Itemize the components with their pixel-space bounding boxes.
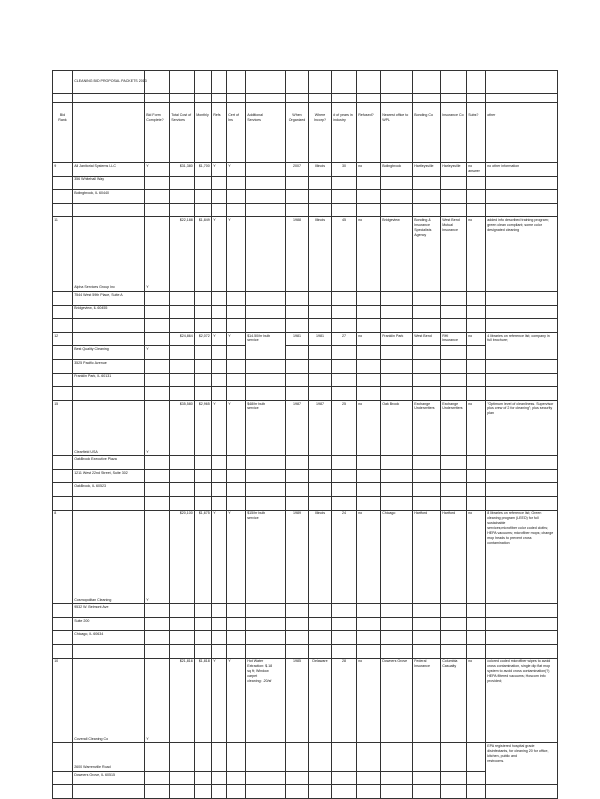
sheet-title: CLEANING BID PROPOSAL PACKETS 2013 — [73, 71, 145, 94]
bid-address-line: 7544 West 59th Place, Suite A — [73, 291, 145, 305]
bid-when-organized: 1981 — [286, 332, 309, 346]
bid-other-continued: EPA registered hospital grade disinfectants, for cleaning 20 for office, kitchen, public and restrooms. — [486, 743, 558, 785]
bid-company-name: Cosmopolitan Cleaning — [73, 510, 145, 604]
bid-additional: $15/hr bulb service — [246, 510, 286, 604]
bid-proposal-table — [52, 70, 558, 799]
bid-address-line: Downers Grove, IL 60515 — [73, 771, 145, 785]
bid-address-line: 3525 Pacific Avenue — [73, 359, 145, 373]
bid-cert-ins: Y — [227, 658, 246, 743]
bid-total-cost: $22,188 — [170, 217, 195, 292]
bid-refused: no — [357, 658, 381, 743]
bid-monthly: $2,072 — [195, 332, 212, 346]
bid-form-complete: Y — [145, 346, 170, 360]
bid-bonding: Exchange Underwriters — [413, 400, 441, 456]
header-cert-ins: Cert of Ins — [227, 103, 246, 163]
header-insurance: Insurance Co — [441, 103, 467, 163]
bid-where-incorp: Illinois — [309, 162, 332, 176]
bid-bonding: Hartford — [413, 510, 441, 604]
bid-when-organized: 2007 — [286, 162, 309, 176]
bid-nearest: Downers Grove — [381, 658, 413, 743]
bid-address-line: Bridgeview, IL 60455 — [73, 305, 145, 319]
bid-insurance: RHI Insurance — [441, 332, 467, 346]
bid-years: 25 — [332, 400, 357, 456]
bid-where-incorp: 1987 — [309, 400, 332, 456]
bid-total-cost: $35,580 — [170, 400, 195, 456]
bid-insurance: Columbia Casualty — [441, 658, 467, 743]
bid-years: 24 — [332, 510, 357, 604]
bid-additional: $14.50/hr bulb service — [246, 332, 286, 359]
bid-subs: no — [467, 510, 486, 604]
bid-bonding: Bonding & Insurance Specialists Agency — [413, 217, 441, 292]
bid-refs: Y — [212, 400, 227, 456]
bid-insurance: West Bend Mutual Insurance — [441, 217, 467, 292]
bid-row — [53, 217, 558, 292]
bid-refused: no — [357, 162, 381, 176]
bid-other: no other information — [486, 162, 558, 176]
header-refused: Refused? — [357, 103, 381, 163]
bid-additional: Hot Water Extraction: $.18 sq ft; Window carpet cleaning: .20/sf — [246, 658, 286, 743]
bid-nearest: Bolingbrook — [381, 162, 413, 176]
bid-bonding: Federal Insurance — [413, 658, 441, 743]
bid-form-complete: Y — [145, 658, 170, 743]
bid-where-incorp: Illinois — [309, 217, 332, 292]
bid-rank: 15 — [53, 400, 73, 456]
bid-address-line: Suite 200 — [73, 617, 145, 631]
bid-cert-ins: Y — [227, 162, 246, 176]
bid-rank: 10 — [53, 658, 73, 743]
bid-refused: no — [357, 400, 381, 456]
bid-row — [53, 400, 558, 456]
bid-refs: Y — [212, 658, 227, 743]
bid-monthly: $1,700 — [195, 162, 212, 176]
bid-form-complete: Y — [145, 217, 170, 292]
bid-other: "Optimum level of cleanliness. Supervisor plus crew of 2 for cleaning"; plus security plan — [486, 400, 558, 456]
bid-monthly: $1,675 — [195, 510, 212, 604]
bid-refused: no — [357, 510, 381, 604]
bid-cert-ins: Y — [227, 332, 246, 346]
bid-form-complete: Y — [145, 162, 170, 176]
header-subs: Subs? — [467, 103, 486, 163]
header-other: other — [486, 103, 558, 163]
bid-company-name: Clearfield USA — [73, 400, 145, 456]
bid-additional — [246, 217, 286, 292]
bid-additional: $48/hr bulb service — [246, 400, 286, 456]
bid-form-complete: Y — [145, 510, 170, 604]
bid-address-line: Franklin Park, IL 60131 — [73, 373, 145, 387]
bid-subs: no — [467, 332, 486, 346]
bid-when-organized: 1985 — [286, 658, 309, 743]
header-when-organized: When Organized — [286, 103, 309, 163]
header-bid-form: Bid Form Complete? — [145, 103, 170, 163]
bid-company-name: Best Quality Cleaning — [73, 346, 145, 360]
bid-address-line: Chicago, IL 60634 — [73, 631, 145, 645]
bid-refs: Y — [212, 332, 227, 346]
bid-refs: Y — [212, 510, 227, 604]
bid-other: 4 libraries on reference list; company in full brochure; — [486, 332, 558, 359]
bid-monthly: $2,965 — [195, 400, 212, 456]
bid-refused: no — [357, 332, 381, 346]
bid-address-line: 1211 West 22nd Street, Suite 302 — [73, 469, 145, 483]
bid-bonding: West Bend — [413, 332, 441, 346]
bid-additional — [246, 162, 286, 176]
header-years: # of years in industry — [332, 103, 357, 163]
bid-total-cost: $31,380 — [170, 162, 195, 176]
bid-where-incorp: Illinois — [309, 510, 332, 604]
bid-nearest: Oak Brook — [381, 400, 413, 456]
bid-row — [53, 332, 558, 346]
bid-address-line: OakBrook Executive Plaza — [73, 456, 145, 470]
bid-nearest: Chicago — [381, 510, 413, 604]
bid-row — [53, 510, 558, 604]
bid-cert-ins: Y — [227, 510, 246, 604]
bid-insurance: Harleysville — [441, 162, 467, 176]
bid-subs: no answer — [467, 162, 486, 176]
bid-company-name: Coverall Cleaning Co — [73, 658, 145, 743]
bid-cert-ins: Y — [227, 217, 246, 292]
header-company — [73, 103, 145, 163]
bid-address-line: Bolingbrook, IL 60440 — [73, 190, 145, 204]
bid-address-line: 356 Whitehall Way — [73, 176, 145, 190]
bid-refused: no — [357, 217, 381, 292]
header-additional: Additional Services — [246, 103, 286, 163]
bid-monthly: $1,849 — [195, 217, 212, 292]
header-total-cost: Total Cost of Services — [170, 103, 195, 163]
bid-other: 8 libraries on reference list; Green cleaning program (LEED) for full sustainable services;microfiber color coded cloths; HEPA vacuums; microfiber mops; change mop heads to prevent cross contamination — [486, 510, 558, 604]
bid-form-complete: Y — [145, 400, 170, 456]
bid-when-organized: 1988 — [286, 217, 309, 292]
header-where-incorp: Where Incorp? — [309, 103, 332, 163]
bid-insurance: Hartford — [441, 510, 467, 604]
bid-row — [53, 658, 558, 743]
bid-nearest: Bridgeview — [381, 217, 413, 292]
bid-rank: 9 — [53, 162, 73, 176]
bid-subs: no — [467, 400, 486, 456]
bid-total-cost: $20,100 — [170, 510, 195, 604]
bid-subs: no — [467, 217, 486, 292]
bid-rank: 12 — [53, 332, 73, 346]
bid-address-line: 9532 W. Belmont Ave — [73, 604, 145, 618]
bid-subs: no — [467, 658, 486, 743]
header-nearest: Nearest office to WPL — [381, 103, 413, 163]
bid-years: 30 — [332, 162, 357, 176]
bid-row — [53, 162, 558, 176]
bid-other: added info described training program; green clean compliant; some color designated cleaning — [486, 217, 558, 292]
bid-address-line: 2600 Warrenville Road — [73, 743, 145, 772]
header-bid-rank: Bid Rank — [53, 103, 73, 163]
bid-cert-ins: Y — [227, 400, 246, 456]
bid-insurance: Exchange Underwriters — [441, 400, 467, 456]
bid-when-organized: 1989 — [286, 510, 309, 604]
bid-monthly: $1,818 — [195, 658, 212, 743]
bid-bonding: Hartleysville — [413, 162, 441, 176]
bid-when-organized: 1987 — [286, 400, 309, 456]
bid-address-line: OakBrook, IL 60523 — [73, 483, 145, 497]
bid-other: colored coded microfiber wipes to avoid cross contamination, single dip flat mop system to avoid cross contamination(?) HEPA filtered vacuums; Hoscom info provided; — [486, 658, 558, 743]
bid-company-name: Alpha Services Group Inc — [73, 217, 145, 292]
bid-total-cost: $24,864 — [170, 332, 195, 346]
bid-rank: 8 — [53, 510, 73, 604]
bid-nearest: Franklin Park — [381, 332, 413, 346]
bid-refs: Y — [212, 217, 227, 292]
bid-years: 28 — [332, 658, 357, 743]
bid-refs: Y — [212, 162, 227, 176]
bid-rank: 11 — [53, 217, 73, 292]
bid-years: 45 — [332, 217, 357, 292]
header-monthly: Monthly — [195, 103, 212, 163]
header-bonding: Bonding Co — [413, 103, 441, 163]
bid-where-incorp: Delaware — [309, 658, 332, 743]
bid-where-incorp: 1981 — [309, 332, 332, 346]
bid-company-name: All Janitorial Systems LLC — [73, 162, 145, 176]
bid-years: 27 — [332, 332, 357, 346]
bid-total-cost: $21,816 — [170, 658, 195, 743]
corner-cell — [53, 71, 73, 94]
header-refs: Refs — [212, 103, 227, 163]
header-row — [53, 103, 558, 163]
